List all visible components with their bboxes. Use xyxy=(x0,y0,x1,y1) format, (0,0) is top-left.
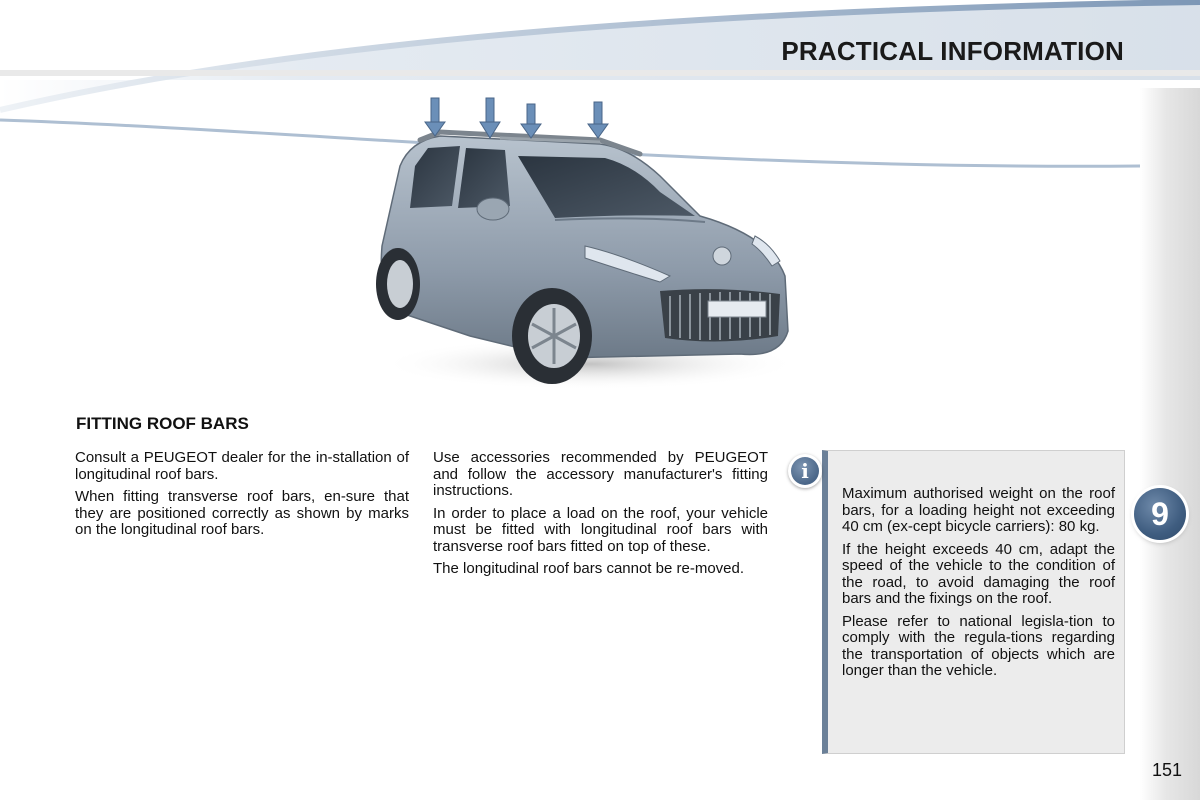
chapter-number: 9 xyxy=(1151,495,1169,532)
down-arrow-icon xyxy=(521,104,541,138)
page-number: 151 xyxy=(1152,760,1183,780)
paragraph: When fitting transverse roof bars, en-sure that they are positioned correctly as shown by marks on the longitudinal roof bars. xyxy=(75,488,409,538)
page-title: PRACTICAL INFORMATION xyxy=(781,36,1124,66)
info-paragraph: If the height exceeds 40 cm, adapt the speed of the vehicle to the condition of the road, to avoid damaging the roof bars and the fixings on the roof. xyxy=(842,540,1115,607)
chapter-tab[interactable] xyxy=(1134,488,1186,540)
text-column-1 xyxy=(75,450,409,545)
paragraph: The longitudinal roof bars cannot be re-moved. xyxy=(433,560,745,577)
roof-arrows xyxy=(420,96,620,142)
info-paragraph: Maximum authorised weight on the roof bars, for a loading height not exceeding 40 cm (ex-cept bicycle carriers): 80 kg. xyxy=(842,485,1115,535)
info-box-text xyxy=(842,486,1115,686)
down-arrow-icon xyxy=(425,98,445,136)
text-column-2 xyxy=(433,450,768,584)
chapter-band xyxy=(1140,88,1200,800)
info-paragraph: Please refer to national legisla-tion to comply with the regula-tions regarding the transportation of objects which are longer than the vehicle. xyxy=(842,612,1115,679)
down-arrow-icon xyxy=(480,98,500,138)
paragraph: Consult a PEUGEOT dealer for the in-stallation of longitudinal roof bars. xyxy=(75,449,409,483)
paragraph: In order to place a load on the roof, your vehicle must be fitted with longitudinal roof bars with transverse roof bars fitted on top of these. xyxy=(433,504,768,555)
paragraph: Use accessories recommended by PEUGEOT and follow the accessory manufacturer's fitting instructions. xyxy=(433,449,768,499)
section-heading: FITTING ROOF BARS xyxy=(76,414,249,433)
info-icon: i xyxy=(788,454,822,488)
down-arrow-icon xyxy=(588,102,608,138)
